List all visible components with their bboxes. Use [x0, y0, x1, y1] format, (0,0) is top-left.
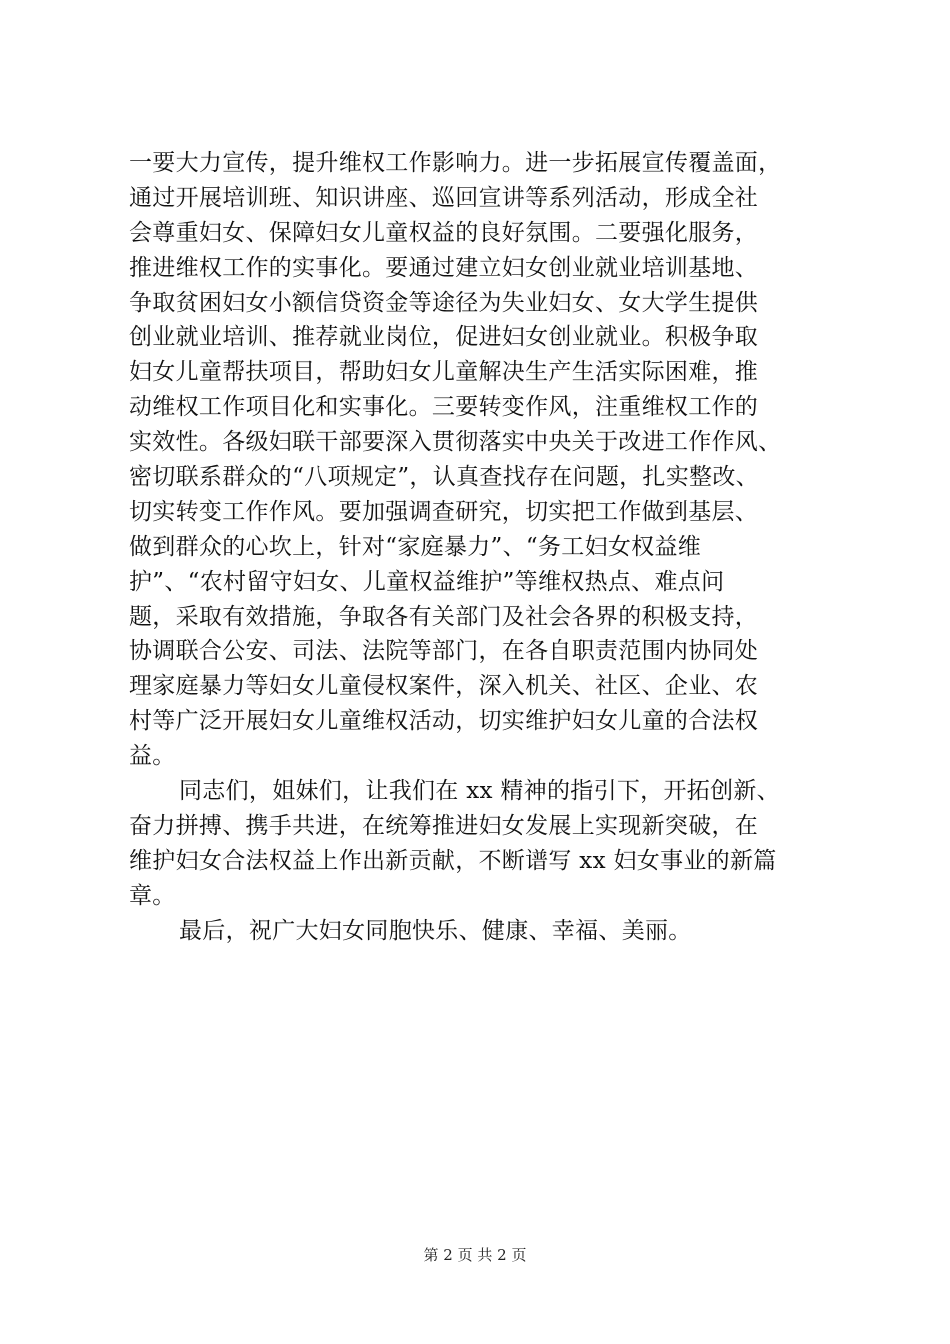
document-body — [129, 146, 829, 948]
text-line: 通过开展培训班、知识讲座、巡回宣讲等系列活动，形成全社 — [129, 184, 759, 211]
text-line: 维护妇女合法权益上作出新贡献，不断谱写 xx 妇女事业的新篇 — [129, 847, 777, 874]
text-line: 创业就业培训、推荐就业岗位，促进妇女创业就业。积极争取 — [129, 324, 759, 351]
page-footer — [0, 1244, 950, 1265]
text-line: 协调联合公安、司法、法院等部门，在各自职责范围内协同处 — [129, 638, 759, 665]
page-number-label: 第 2 页 共 2 页 — [423, 1246, 527, 1264]
text-line: 章。 — [129, 882, 176, 909]
text-line: 做到群众的心坎上，针对“家庭暴力”、“务工妇女权益维 — [129, 533, 702, 560]
text-line: 妇女儿童帮扶项目，帮助妇女儿童解决生产生活实际困难，推 — [129, 359, 759, 386]
text-line: 题，采取有效措施，争取各有关部门及社会各界的积极支持， — [129, 603, 759, 630]
text-line: 会尊重妇女、保障妇女儿童权益的良好氛围。二要强化服务， — [129, 219, 759, 246]
text-line: 护”、“农村留守妇女、儿童权益维护”等维权热点、难点问 — [129, 568, 725, 595]
text-line: 理家庭暴力等妇女儿童侵权案件，深入机关、社区、企业、农 — [129, 673, 759, 700]
text-line: 实效性。各级妇联干部要深入贯彻落实中央关于改进工作作风、 — [129, 429, 782, 456]
text-line: 动维权工作项目化和实事化。三要转变作风，注重维权工作的 — [129, 394, 759, 421]
text-line: 奋力拼搏、携手共进，在统筹推进妇女发展上实现新突破，在 — [129, 812, 759, 839]
text-line: 推进维权工作的实事化。要通过建立妇女创业就业培训基地、 — [129, 254, 759, 281]
text-line: 争取贫困妇女小额信贷资金等途径为失业妇女、女大学生提供 — [129, 289, 759, 316]
text-line: 切实转变工作作风。要加强调查研究，切实把工作做到基层、 — [129, 498, 759, 525]
text-line: 村等广泛开展妇女儿童维权活动，切实维护妇女儿童的合法权 — [129, 708, 759, 735]
text-line: 密切联系群众的“八项规定”，认真查找存在问题，扎实整改、 — [129, 464, 759, 491]
text-line: 益。 — [129, 743, 176, 770]
text-line: 同志们，姐妹们，让我们在 xx 精神的指引下，开拓创新、 — [179, 778, 780, 805]
text-line: 一要大力宣传，提升维权工作影响力。进一步拓展宣传覆盖面， — [129, 150, 782, 176]
text-line: 最后，祝广大妇女同胞快乐、健康、幸福、美丽。 — [179, 917, 692, 944]
